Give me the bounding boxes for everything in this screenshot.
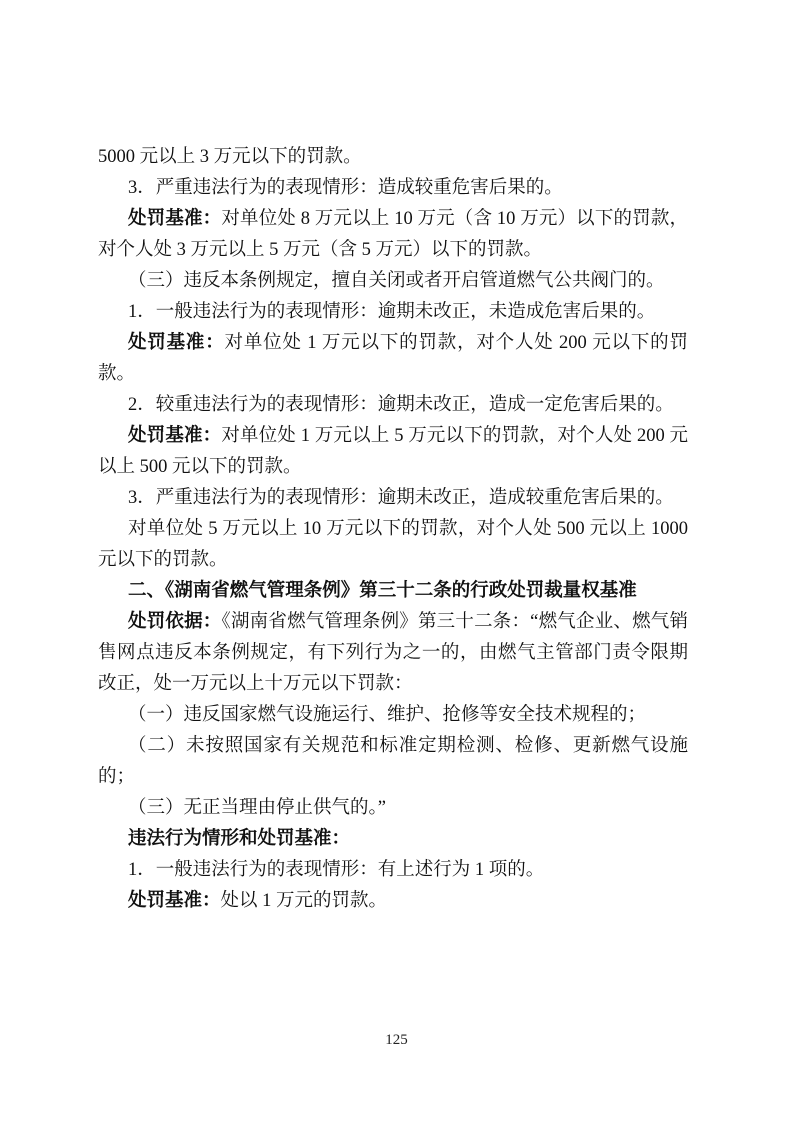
paragraph-penalty-standard-4 — [98, 886, 688, 917]
heading-text: 违法行为情形和处罚基准： — [128, 829, 351, 849]
paragraph-general-case-2 — [98, 855, 688, 886]
paragraph-label: 处罚基准： — [128, 333, 225, 353]
paragraph-severe-case-2 — [98, 483, 688, 514]
paragraph-clause-three — [98, 793, 688, 824]
paragraph-text: 5000 元以上 3 万元以下的罚款。 — [98, 147, 362, 167]
paragraph-text: 对单位处 1 万元以下的罚款，对个人处 200 元以下的罚款。 — [98, 333, 688, 384]
paragraph-severe-penalty — [98, 514, 688, 576]
paragraph-moderate-case — [98, 390, 688, 421]
page-number: 125 — [385, 1032, 408, 1048]
subsection-heading-violations — [98, 824, 688, 855]
paragraph-text: 3．严重违法行为的表现情形：造成较重危害后果的。 — [128, 178, 563, 198]
document-body — [98, 142, 688, 917]
paragraph-clause-two — [98, 731, 688, 793]
paragraph-text: 对单位处 5 万元以上 10 万元以下的罚款，对个人处 500 元以上 1000 元以下的罚款。 — [98, 519, 688, 570]
paragraph-text: （三）违反本条例规定，擅自关闭或者开启管道燃气公共阀门的。 — [128, 271, 665, 291]
paragraph-text: （二）未按照国家有关规范和标准定期检测、检修、更新燃气设施的； — [98, 736, 688, 787]
paragraph-text: 对单位处 8 万元以上 10 万元（含 10 万元）以下的罚款，对个人处 3 万元以上 5 万元（含 5 万元）以下的罚款。 — [98, 209, 688, 260]
paragraph-label: 处罚基准： — [128, 426, 222, 446]
paragraph-text: 1．一般违法行为的表现情形：有上述行为 1 项的。 — [128, 860, 545, 880]
paragraph-label: 处罚基准： — [128, 891, 221, 911]
paragraph-general-case — [98, 297, 688, 328]
paragraph-text: 对单位处 1 万元以上 5 万元以下的罚款，对个人处 200 元以上 500 元以下的罚款。 — [98, 426, 688, 477]
paragraph-clause-one — [98, 700, 688, 731]
paragraph-text: 《湖南省燃气管理条例》第三十二条：“燃气企业、燃气销售网点违反本条例规定，有下列行为之一的，由燃气主管部门责令限期改正，处一万元以上十万元以下罚款： — [98, 612, 688, 694]
paragraph-penalty-basis — [98, 607, 688, 700]
heading-text: 二、《湖南省燃气管理条例》第三十二条的行政处罚裁量权基准 — [128, 581, 637, 601]
paragraph-text: 3．严重违法行为的表现情形：逾期未改正，造成较重危害后果的。 — [128, 488, 674, 508]
paragraph-text: （一）违反国家燃气设施运行、维护、抢修等安全技术规程的； — [128, 705, 647, 725]
paragraph-penalty-standard-3 — [98, 421, 688, 483]
section-heading-article-32 — [98, 576, 688, 607]
paragraph-text: 2．较重违法行为的表现情形：逾期未改正，造成一定危害后果的。 — [128, 395, 674, 415]
paragraph-severe-case-1 — [98, 173, 688, 204]
paragraph-text: 1．一般违法行为的表现情形：逾期未改正，未造成危害后果的。 — [128, 302, 656, 322]
paragraph-label: 处罚依据： — [128, 612, 222, 632]
paragraph-penalty-standard-2 — [98, 328, 688, 390]
paragraph-item-three — [98, 266, 688, 297]
paragraph-text: （三）无正当理由停止供气的。” — [128, 798, 386, 818]
paragraph-text: 处以 1 万元的罚款。 — [220, 891, 388, 911]
paragraph-label: 处罚基准： — [128, 209, 222, 229]
paragraph-penalty-standard-1 — [98, 204, 688, 266]
paragraph-continuation — [98, 142, 688, 173]
